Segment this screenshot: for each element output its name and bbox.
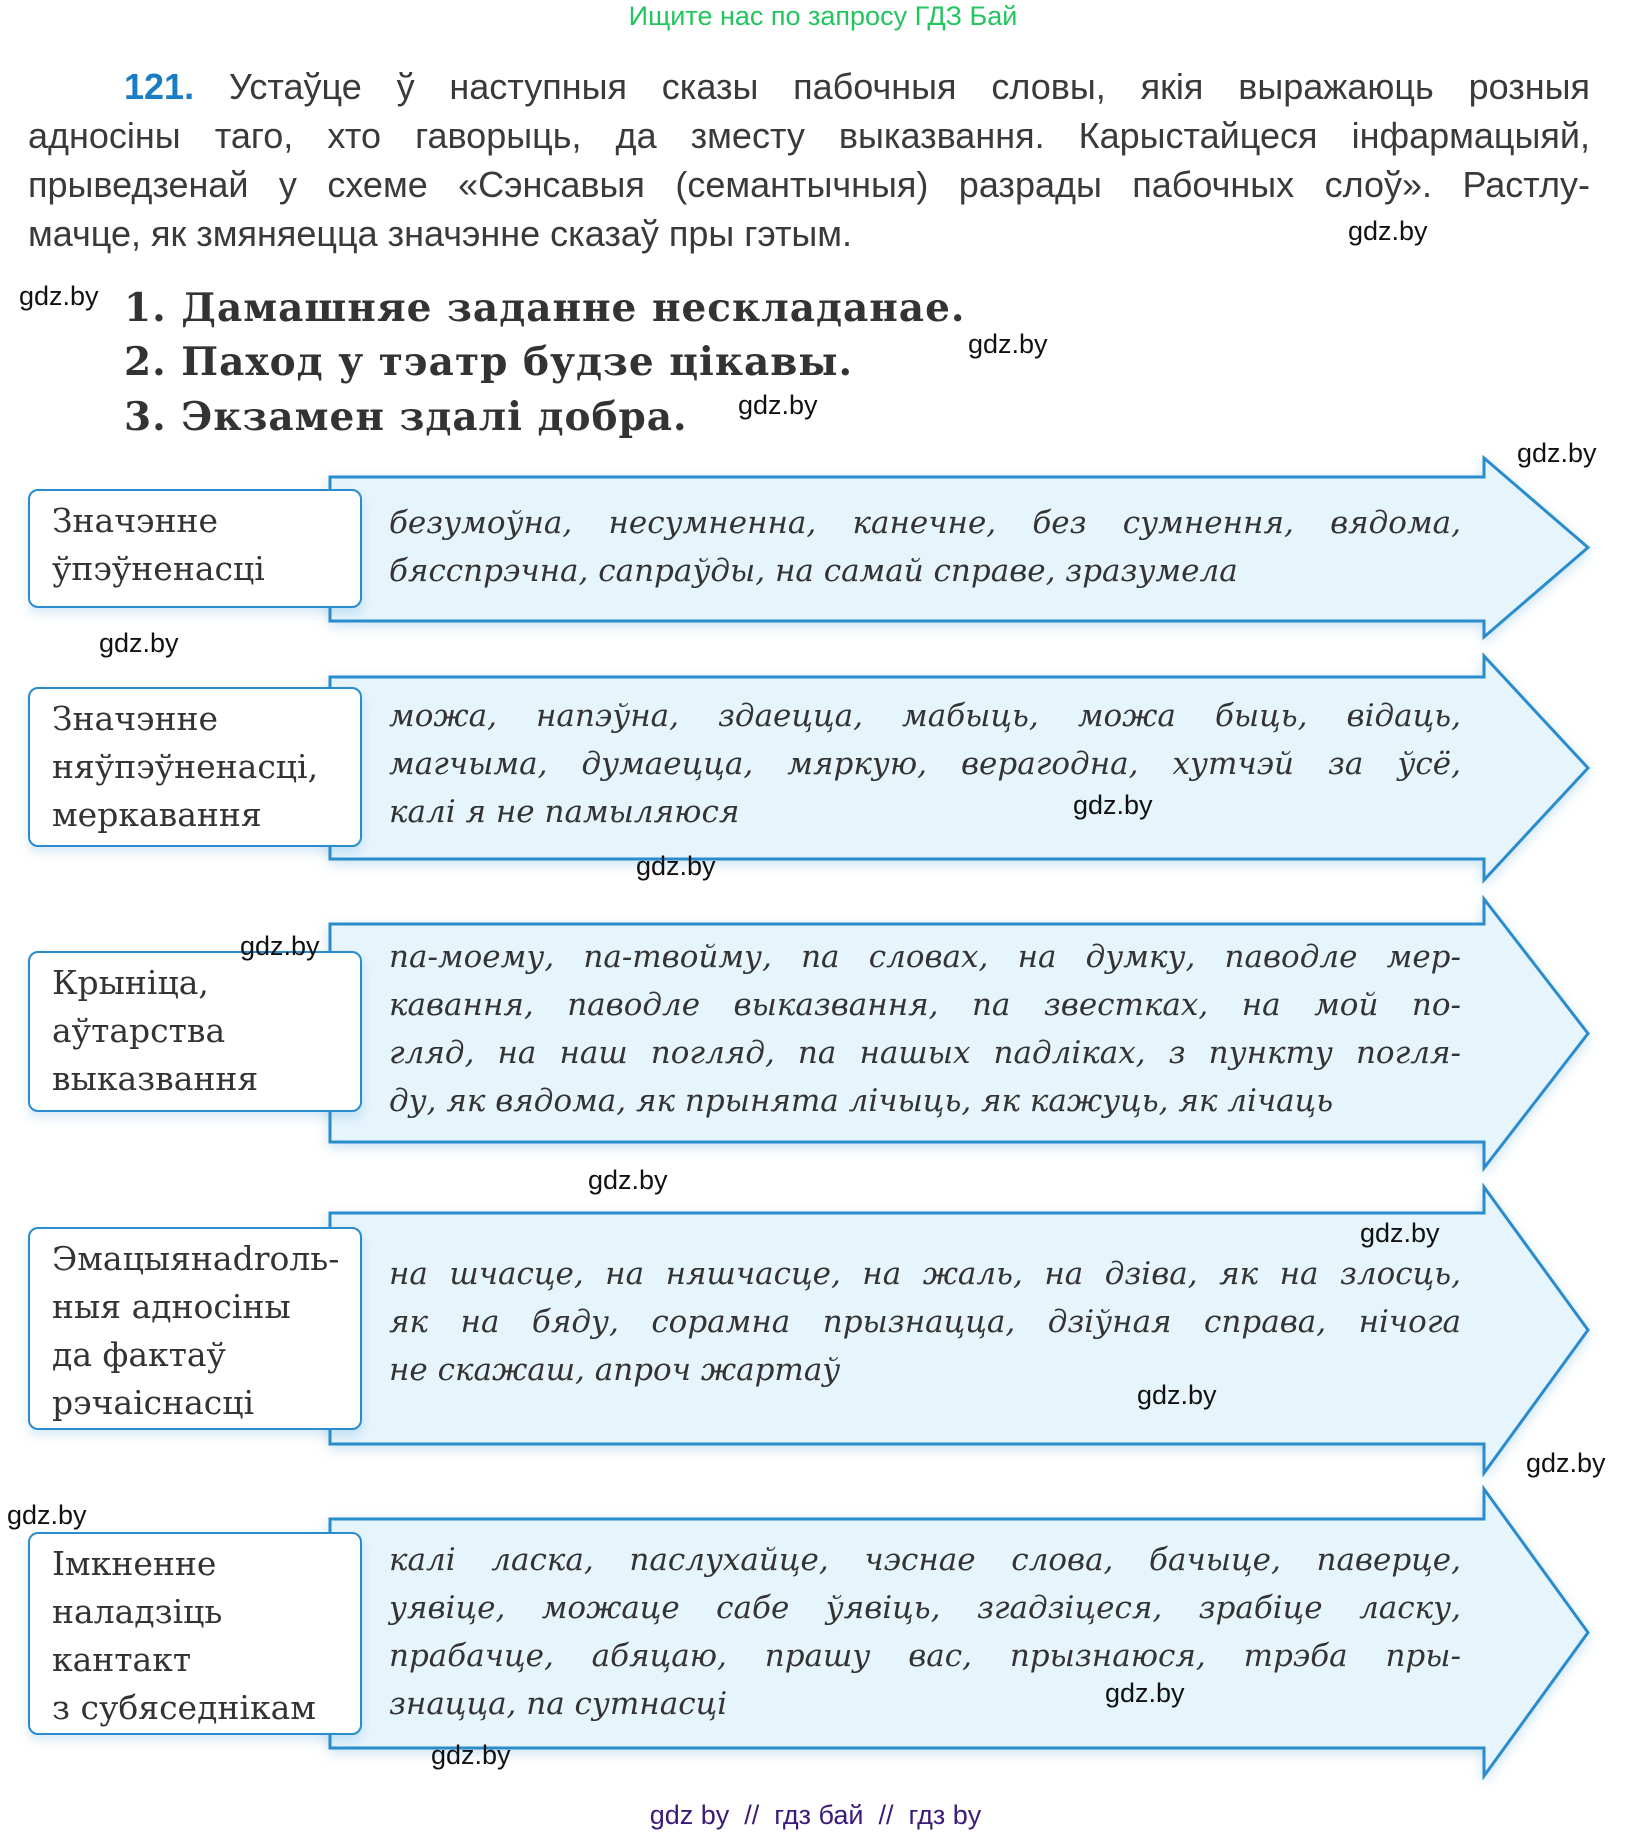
watermark: gdz.by (7, 1500, 87, 1530)
watermark: gdz.by (1105, 1678, 1185, 1708)
watermark: gdz.by (588, 1165, 668, 1195)
words-line: як на бяду, сорамна прызнацца, дзіўная справа, нічога (389, 1304, 1461, 1340)
watermark: gdz.by (968, 329, 1048, 359)
watermark: gdz.by (738, 390, 818, 420)
category-label-line: наладзіць (52, 1592, 223, 1631)
category-label-line: рэчаіснасці (52, 1383, 255, 1422)
category-label-line: Эмацыянаdroль- (52, 1239, 340, 1278)
words-line: па-моему, па-твойму, па словах, на думку, паводле мер- (389, 939, 1461, 975)
words-line: бясспрэчна, сапраўды, на самай справе, зразумела (389, 553, 1238, 589)
watermark: gdz.by (240, 931, 320, 961)
words-line: магчыма, думаецца, мяркую, верагодна, хутчэй за ўсё, (389, 746, 1461, 782)
words-line: калі я не памыляюся (389, 794, 740, 830)
search-hint: Ищите нас по запросу ГДЗ Бай (628, 1, 1018, 31)
watermark: gdz.by (636, 851, 716, 881)
watermark: gdz.by (1073, 790, 1153, 820)
category-label-line: ныя адносіны (52, 1287, 291, 1326)
task-line: мачце, як змяняецца значэнне сказаў пры гэтым. (28, 213, 853, 254)
watermark: gdz.by (19, 281, 99, 311)
category-label-line: ўпэўненасці (52, 549, 265, 588)
words-line: прабачце, абяцаю, прашу вас, прызнаюся, трэба пры- (389, 1638, 1461, 1674)
watermark: gdz.by (1360, 1218, 1440, 1248)
task-line-text: Устаўце ў наступныя сказы пабочныя словы, якія выражаюць розныя (228, 66, 1590, 107)
category-label-line: Імкненне (52, 1544, 217, 1583)
words-line: на шчасце, на няшчасце, на жаль, на дзіва, як на злосць, (389, 1256, 1461, 1292)
watermark: gdz.by (431, 1740, 511, 1770)
parenthetical-words (389, 1536, 1461, 1728)
words-line: безумоўна, несумненна, канечне, без сумнення, вядома, (389, 505, 1461, 541)
watermark: gdz.by (1517, 438, 1597, 468)
category-label (28, 1532, 362, 1735)
watermark: gdz.by (1526, 1448, 1606, 1478)
words-line: можа, напэўна, здаецца, мабыць, можа быць, відаць, (389, 698, 1461, 734)
category-label-line: Значэнне (52, 501, 219, 540)
category-label-line: з субяседнікам (52, 1688, 316, 1727)
words-line: знацца, па сутнасці (389, 1686, 728, 1722)
task-line: прыведзенай у схеме «Сэнсавыя (семантычныя) разрады пабочных слоў». Растлу- (28, 164, 1590, 205)
category-label-line: Значэнне (52, 699, 219, 738)
category-label-line: выказвання (52, 1059, 259, 1098)
task-number: 121. (124, 66, 195, 107)
words-line: уявіце, можаце сабе ўявіць, згадзіцеся, зрабіце ласку, (389, 1590, 1461, 1626)
words-line: не скажаш, апроч жартаў (389, 1352, 841, 1388)
watermark: gdz.by (1137, 1380, 1217, 1410)
sentence: 2. Паход у тэатр будзе цікавы. (124, 339, 854, 385)
footer: gdz by // гдз бай // гдз by (649, 1800, 982, 1830)
watermark: gdz.by (1348, 216, 1428, 246)
sentence: 3. Экзамен здалі добра. (124, 394, 688, 440)
sentence: 1. Дамашняе заданне нескладанае. (124, 285, 966, 331)
task-line: адносіны таго, хто гаворыць, да зместу выказвання. Карыстайцеся інфармацыяй, (28, 115, 1590, 156)
watermark: gdz.by (99, 628, 179, 658)
category-label-line: меркавання (52, 795, 262, 834)
category-label-line: аўтарства (52, 1011, 226, 1050)
words-line: калі ласка, паслухайце, чэснае слова, бачыце, паверце, (389, 1542, 1461, 1578)
category-label-line: няўпэўненасці, (52, 747, 319, 786)
category-label-line: кантакт (52, 1640, 192, 1679)
category-label-line: Крыніца, (52, 963, 209, 1002)
words-line: кавання, паводле выказвання, па звестках, на мой по- (389, 987, 1461, 1023)
category-label-line: да фактаў (52, 1335, 226, 1374)
words-line: ду, як вядома, як прынята лічыць, як кажуць, як лічаць (389, 1083, 1334, 1119)
words-line: гляд, на наш погляд, па нашых падліках, з пункту погля- (389, 1035, 1461, 1071)
